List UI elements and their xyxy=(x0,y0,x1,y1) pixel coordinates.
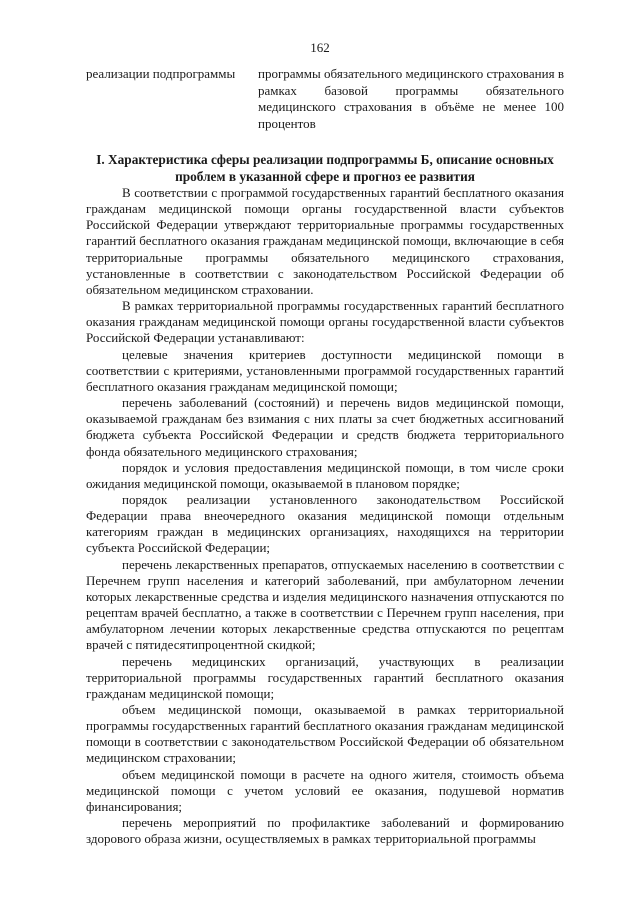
paragraph: целевые значения критериев доступности медицинской помощи в соответствии с критериями, установленными программой государственных гарантий бесплатного оказания гражданам медицинской помощи; xyxy=(86,346,564,394)
paragraph: перечень заболеваний (состояний) и перечень видов медицинской помощи, оказываемой гражданам без взимания с них платы за счет бюджетных ассигнований бюджета субъекта Российской Федерации и средств бюджета территориального фонда обязательного медицинского страхования; xyxy=(86,395,564,459)
paragraph: перечень лекарственных препаратов, отпускаемых населению в соответствии с Перечнем групп населения и категорий заболеваний, при амбулаторном лечении которых лекарственные средства и изделия медицинского назначения отпускаются по рецептам врачей бесплатно, а также в соответствии с Перечнем групп населения, при амбулаторном лечении которых лекарственные средства отпускаются по рецептам врачей с пятидесятипроцентной скидкой; xyxy=(86,556,564,653)
paragraph: В рамках территориальной программы государственных гарантий бесплатного оказания гражданам медицинской помощи органы государственной власти субъектов Российской Федерации устанавливают: xyxy=(86,298,564,346)
paragraph: В соответствии с программой государственных гарантий бесплатного оказания гражданам медицинской помощи органы государственной власти субъектов Российской Федерации утверждают территориальные программы государственных гарантий бесплатного оказания гражданам медицинской помощи, включающие в себя территориальные программы обязательного медицинского страхования, установленные в соответствии с законодательством Российской Федерации об обязательном медицинском страховании. xyxy=(86,185,564,297)
passport-row xyxy=(86,66,564,132)
paragraph: перечень мероприятий по профилактике заболеваний и формированию здорового образа жизни, осуществляемых в рамках территориальной программы xyxy=(86,815,564,847)
paragraph: порядок и условия предоставления медицинской помощи, в том числе сроки ожидания медицинской помощи, оказываемой в плановом порядке; xyxy=(86,459,564,491)
passport-row-value: программы обязательного медицинского страхования в рамках базовой программы обязательного медицинского страхования в объёме не менее 100 процентов xyxy=(258,66,564,131)
paragraph: объем медицинской помощи в расчете на одного жителя, стоимость объема медицинской помощи с учетом условий ее оказания, подушевой норматив финансирования; xyxy=(86,766,564,814)
page-number: 162 xyxy=(310,40,330,55)
paragraph: порядок реализации установленного законодательством Российской Федерации права внеочередного оказания медицинской помощи отдельным категориям граждан в медицинских организациях, находящихся на территории субъекта Российской Федерации; xyxy=(86,491,564,556)
paragraph: перечень медицинских организаций, участвующих в реализации территориальной программы государственных гарантий бесплатного оказания гражданам медицинской помощи; xyxy=(86,653,564,701)
passport-row-label: реализации подпрограммы xyxy=(86,66,236,81)
section-heading: I. Характеристика сферы реализации подпрограммы Б, описание основных проблем в указанной сфере и прогноз ее развития xyxy=(96,152,554,184)
body-text xyxy=(86,185,564,847)
paragraph: объем медицинской помощи, оказываемой в рамках территориальной программы государственных гарантий бесплатного оказания гражданам медицинской помощи в соответствии с законодательством Российской Федерации об обязательном медицинском страховании; xyxy=(86,702,564,766)
